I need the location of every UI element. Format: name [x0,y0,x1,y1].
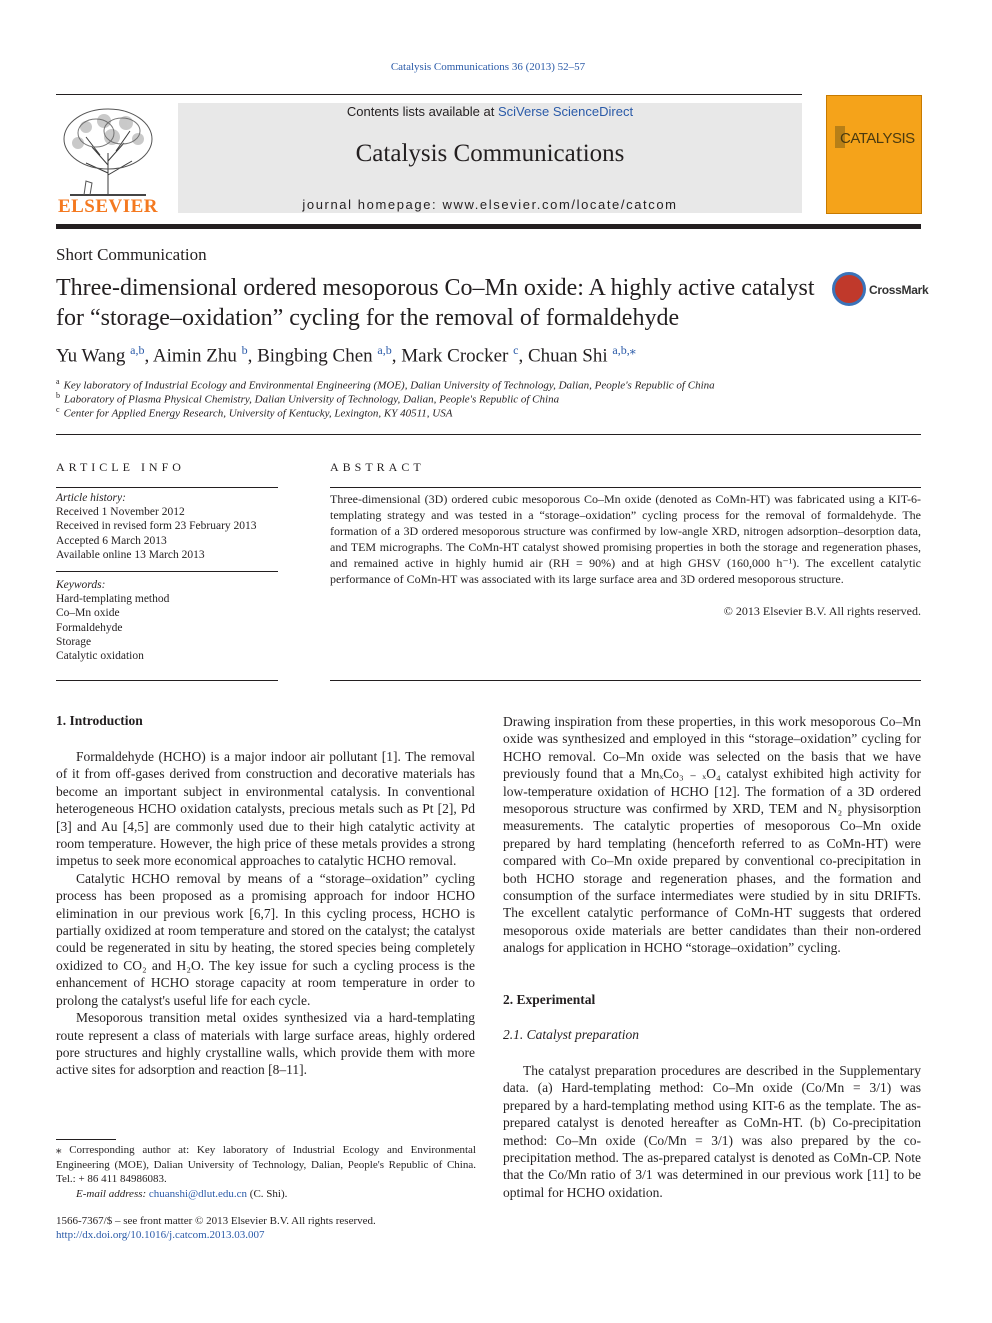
author-name: Yu Wang [56,345,126,367]
author-affil-marker[interactable]: a,b,⁎ [612,343,636,357]
keyword: Catalytic oxidation [56,650,144,663]
info-bottom-rule [56,680,278,681]
journal-title: Catalysis Communications [355,140,625,167]
history-revised: Received in revised form 23 February 2013 [56,520,257,533]
header-rule [56,94,802,95]
author-name: Chuan Shi [527,345,608,367]
intro-paragraph-2: Catalytic HCHO removal by means of a “storage–oxidation” cycling process has been proposed as a promising approach for indoor HCHO elimination in our previous work [6,7]. In this cycling process, HCHO is partially oxidized at room temperature and stored on the catalyst; the catalyst could be regenerated in situ by heating, the stored species being completely oxidized to CO₂ and H₂O. The key issue for such a cycling process is the enhancement of HCHO storage capacity at room temperature in order to prolong the catalyst's useful life for each cycle. [56,870,475,1008]
keywords-rule [56,571,278,572]
author-name: Bingbing Chen [257,345,373,367]
affiliation-b [56,391,559,406]
intro-heading: 1. Introduction [56,713,143,728]
keyword: Co–Mn oxide [56,607,120,620]
email-link[interactable]: chuanshi@dlut.edu.cn [148,1187,248,1200]
crossmark-icon[interactable] [832,272,866,306]
intro-paragraph-3: Mesoporous transition metal oxides synthesized via a hard-templating route represent a class of materials with large surface areas, highly ordered pore structures and highly crystalline walls, which provide them with more active sites for adsorption and reaction [8–11]. [56,1010,475,1078]
abstract-heading: ABSTRACT [330,460,425,474]
author-list: Yu Wang $^{a,b}$, Aimin Zhu $^b$, Bingbing Chen $^{a,b}$, Mark Crocker $^c$, Chuan Shi $^{a,b,⁎}$ [56,343,636,367]
keywords-block [56,578,278,663]
affiliation-key: a [56,377,60,386]
history-label: Article history: [56,492,126,504]
author-affil-marker[interactable]: b [241,343,248,357]
journal-cover-image [826,95,922,214]
email-label: E-mail address: [76,1187,149,1200]
catalyst-prep-heading: 2.1. Catalyst preparation [503,1027,640,1042]
author-name: Aimin Zhu [152,345,237,367]
email-suffix: (C. Shi). [247,1187,288,1200]
author-affil-marker[interactable]: a,b [130,343,145,357]
affiliation-text: Center for Applied Energy Research, University of Kentucky, Lexington, KY 40511, USA [63,407,453,420]
doi-link[interactable]: http://dx.doi.org/10.1016/j.catcom.2013.03.007 [56,1229,265,1241]
abstract-text: Three-dimensional (3D) ordered cubic mesoporous Co–Mn oxide (denoted as CoMn-HT) was fabricated using a KIT-6-templating strategy and was tested in a “storage–oxidation” cycling process for the removal of formaldehyde. The formation of a 3D ordered mesoporous structure was confirmed by low-angle XRD, nitrogen adsorption–desorption data, and TEM micrographs. The CoMn-HT catalyst showed promising properties in both the storage and regeneration phases, and remained active in highly humid air (RH = 90%) and at high GHSV (160,000 h⁻¹). The excellent catalytic performance of CoMn-HT was associated with its large surface area and 3D ordered mesoporous structure. [330,492,921,586]
affiliation-text: Key laboratory of Industrial Ecology and Environmental Engineering (MOE), Dalian University of Technology, Dalian, People's Republic of China [63,379,715,392]
info-rule [56,487,278,488]
right-column-bottom [503,1062,921,1201]
header-thick-rule [56,224,921,229]
article-type: Short Communication [56,245,207,264]
corresponding-author-text: ⁎ Corresponding author at: Key laboratory of Industrial Ecology and Environmental Engineering (MOE), Dalian University of Technology, Dalian, People's Republic of China. Tel.: + 86 411 84986083. [56,1144,476,1185]
article-history [56,491,278,562]
affiliation-a [56,377,715,392]
history-accepted: Accepted 6 March 2013 [56,534,167,547]
elsevier-wordmark: ELSEVIER [57,196,159,217]
left-column [56,748,475,1079]
abstract-bottom-rule [330,680,921,681]
corresponding-author-note [56,1143,476,1201]
history-received: Received 1 November 2012 [56,506,185,519]
abstract-rule [330,487,921,488]
right-column-top [503,713,921,957]
journal-reference[interactable]: Catalysis Communications 36 (2013) 52–57 [390,61,586,73]
intro-paragraph-1: Formaldehyde (HCHO) is a major indoor air pollutant [1]. The removal of it from off-gases derived from construction and decorative materials has become an important subject in environmental catalysis. In conventional heterogeneous HCHO oxidation catalysts, precious metals such as Pt [2], Pd [3] and Au [4,5] are commonly used due to their high catalytic activity at room temperature. However, the high price of these metals provides a strong impetus to seek more economical approaches to catalytic HCHO removal. [56,749,475,869]
cover-title: CATALYSIS [840,130,915,147]
keyword: Hard-templating method [56,593,170,606]
contents-line [178,104,802,119]
crossmark-label[interactable]: CrossMark [869,283,929,297]
abstract-copyright: © 2013 Elsevier B.V. All rights reserved. [723,604,921,618]
author-affil-marker[interactable]: c [513,343,519,357]
title-rule [56,434,921,435]
history-online: Available online 13 March 2013 [56,548,205,561]
affiliation-c [56,405,452,420]
keyword: Storage [56,635,92,648]
contents-prefix: Contents lists available at [346,104,498,119]
issn-line: 1566-7367/$ – see front matter © 2013 Elsevier B.V. All rights reserved. [56,1215,376,1227]
author-name: Mark Crocker [401,345,509,367]
sciencedirect-link[interactable]: SciVerse ScienceDirect [497,104,634,119]
author-affil-marker[interactable]: a,b [377,343,392,357]
paper-title: Three-dimensional ordered mesoporous Co–Mn oxide: A highly active catalyst for “storage–oxidation” cycling for the removal of formaldehyde [56,275,815,331]
article-info-heading: ARTICLE INFO [56,460,185,474]
journal-homepage[interactable]: journal homepage: www.elsevier.com/locate/catcom [302,197,678,212]
catalyst-prep-paragraph: The catalyst preparation procedures are described in the Supplementary data. (a) Hard-templating method: Co–Mn oxide (Co/Mn = 3/1) was prepared by a hard-templating method using KIT-6 as the template. The as-prepared catalyst is denoted hereafter as CoMn-HT. (b) Co-precipitation method: Co–Mn oxide (Co/Mn = 3/1) was also prepared by the co-precipitation method. The as-prepared catalyst is denoted as CoMn-CP. Note that the Co/Mn ratio of 3/1 was determined in our previous work [11] to be optimal for HCHO oxidation. [503,1063,921,1200]
affiliation-key: c [56,405,60,414]
keyword: Formaldehyde [56,621,123,634]
experimental-heading: 2. Experimental [503,992,596,1007]
footnote-rule [56,1139,116,1140]
affiliation-key: b [56,391,60,400]
affiliation-text: Laboratory of Plasma Physical Chemistry, Dalian University of Technology, Dalian, People's Republic of China [64,393,560,406]
keywords-label: Keywords: [56,579,106,591]
intro-paragraph-4: Drawing inspiration from these properties, in this work mesoporous Co–Mn oxide was synthesized and employed in this “storage–oxidation” cycling for HCHO removal. Co–Mn oxide was selected on the basis that we have previously found that a MnₓCo₃ ₋ ₓO₄ catalyst exhibited high activity for low-temperature oxidation of HCHO [12]. The formation of a 3D ordered mesoporous structure was confirmed by XRD, TEM and N₂ physisorption measurements. The catalytic properties of mesoporous Co–Mn oxide prepared by hard templating (henceforth referred to as CoMn-HT) were compared with Co–Mn oxide prepared by conventional co-precipitation in both HCHO storage and regeneration phases, and the formation and consumption of the surface intermediates were studied by in situ DRIFTs. The excellent catalytic performance of CoMn-HT suggests that ordered mesoporous oxide materials are better candidates than their non-ordered analogs for application in HCHO “storage–oxidation” cycling. [503,714,921,956]
